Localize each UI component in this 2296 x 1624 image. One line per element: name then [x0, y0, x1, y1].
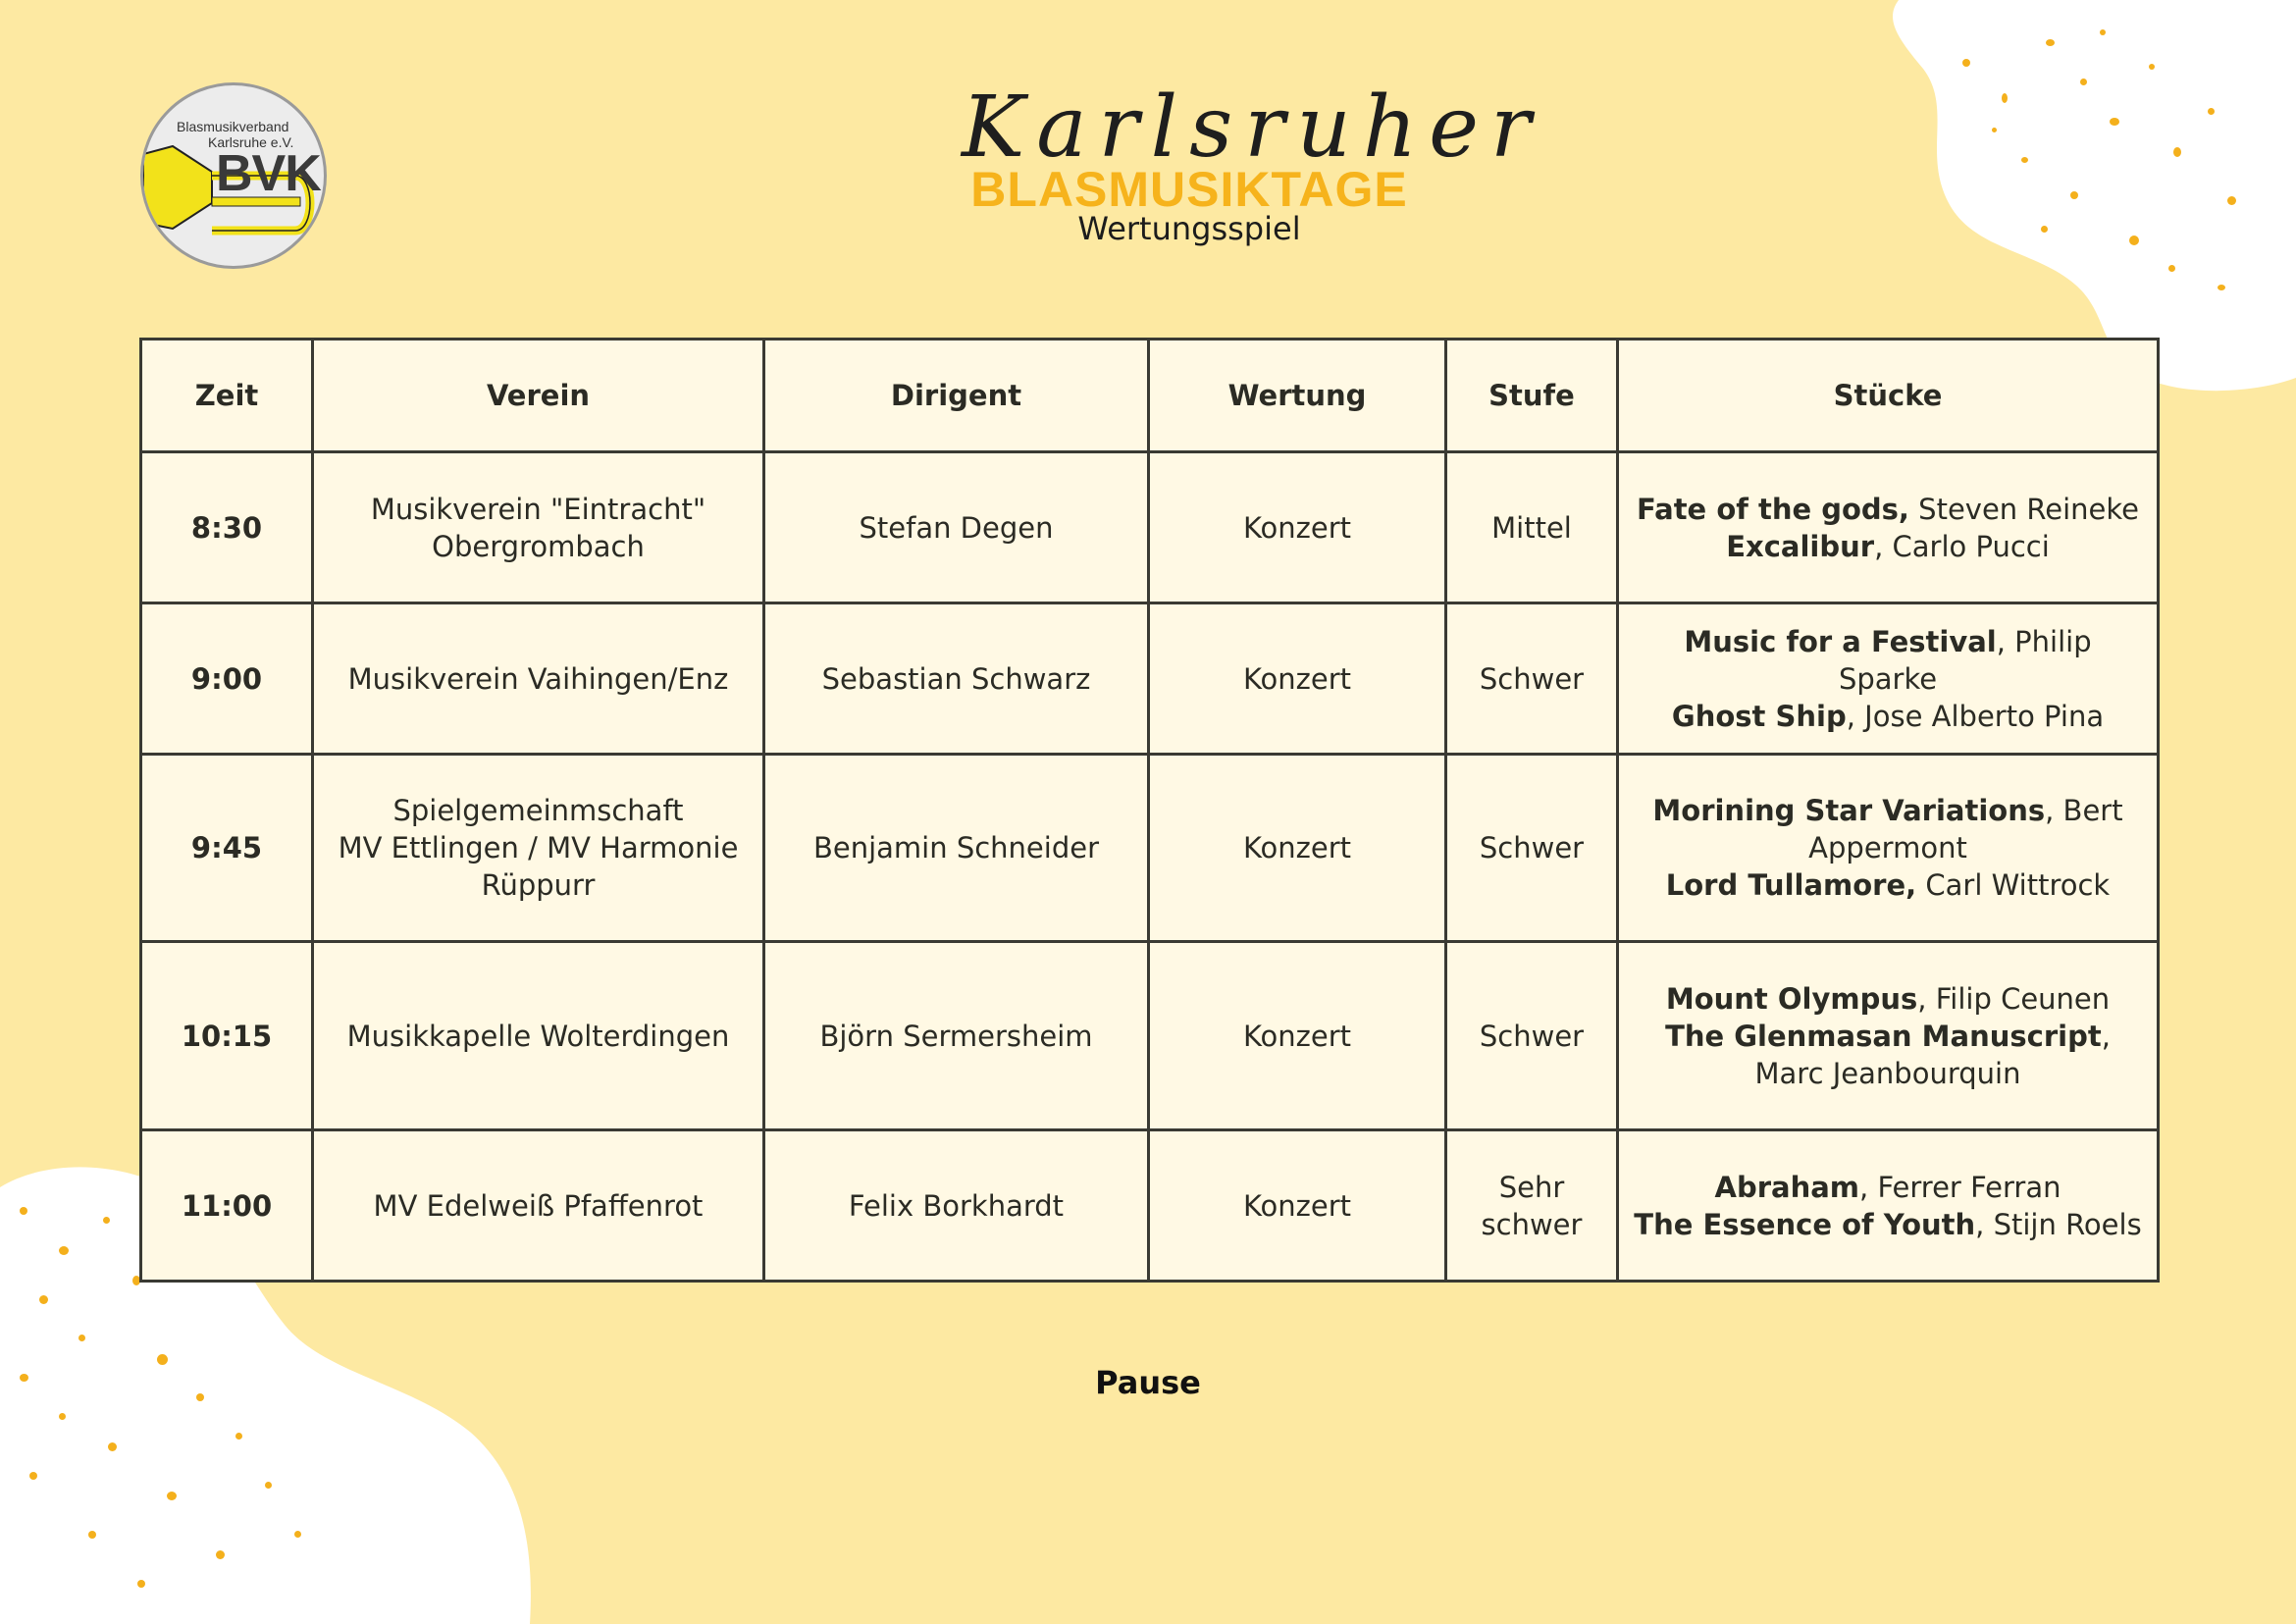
cell-dirigent: Benjamin Schneider: [764, 755, 1149, 942]
piece-composer: , Carlo Pucci: [1874, 529, 2050, 563]
piece-title: Mount Olympus: [1665, 981, 1918, 1016]
table-row: [141, 1130, 2159, 1282]
page-title: BLASMUSIKTAGE: [970, 162, 1408, 217]
cell-wertung: Konzert: [1149, 603, 1446, 755]
table-header-row: [141, 340, 2159, 452]
piece: [1633, 623, 2143, 698]
schedule-table: [139, 338, 2160, 1283]
stufe-line: Schwer: [1479, 661, 1585, 696]
piece-composer: , Jose Alberto Pina: [1846, 699, 2105, 733]
verein-line: MV Edelweiß Pfaffenrot: [373, 1188, 704, 1223]
piece: [1633, 980, 2143, 1018]
cell-wertung: Konzert: [1149, 755, 1446, 942]
stufe-line: Schwer: [1479, 1019, 1585, 1053]
piece-title: The Glenmasan Manuscript: [1665, 1019, 2102, 1053]
piece-composer: Carl Wittrock: [1916, 868, 2111, 902]
piece-title: Lord Tullamore,: [1665, 868, 1917, 902]
piece-title: Abraham: [1714, 1170, 1860, 1204]
cell-pieces: [1618, 603, 2159, 755]
piece-composer: , Filip Ceunen: [1917, 981, 2111, 1016]
piece-composer: , Stijn Roels: [1975, 1207, 2142, 1241]
cell-wertung: Konzert: [1149, 1130, 1446, 1282]
cell-stufe: [1446, 1130, 1618, 1282]
cell-pieces: [1618, 755, 2159, 942]
cell-stufe: [1446, 603, 1618, 755]
cell-time: 8:30: [141, 452, 313, 603]
piece-composer: , Ferrer Ferran: [1859, 1170, 2061, 1204]
cell-dirigent: Sebastian Schwarz: [764, 603, 1149, 755]
piece-title: Morining Star Variations: [1652, 794, 2046, 827]
verein-line: Musikverein Vaihingen/Enz: [347, 661, 729, 696]
piece-title: Music for a Festival: [1684, 624, 1997, 658]
cell-time: 11:00: [141, 1130, 313, 1282]
piece: [1633, 1169, 2143, 1206]
cell-verein: [313, 755, 764, 942]
header-stuecke: Stücke: [1618, 340, 2159, 452]
header-dirigent: Dirigent: [764, 340, 1149, 452]
piece-composer: , Philip Sparke: [1838, 624, 2092, 696]
cell-verein: [313, 452, 764, 603]
header-verein: Verein: [313, 340, 764, 452]
piece: [1633, 1206, 2143, 1243]
bvk-logo-icon: [140, 82, 327, 269]
cell-pieces: [1618, 942, 2159, 1130]
header-stufe: Stufe: [1446, 340, 1618, 452]
verein-line: Musikkapelle Wolterdingen: [346, 1019, 730, 1053]
pause-label: Pause: [1095, 1364, 1201, 1401]
logo-abbrev: BVK: [216, 145, 321, 202]
logo-org-line1: Blasmusikverband: [177, 119, 289, 134]
stufe-line: Sehr: [1498, 1170, 1565, 1204]
cell-pieces: [1618, 452, 2159, 603]
cell-verein: [313, 942, 764, 1130]
piece: [1633, 698, 2143, 735]
table-row: [141, 452, 2159, 603]
cell-wertung: Konzert: [1149, 452, 1446, 603]
cell-time: 9:45: [141, 755, 313, 942]
verein-line: Spielgemeinmschaft: [392, 794, 684, 827]
header-wertung: Wertung: [1149, 340, 1446, 452]
cell-time: 10:15: [141, 942, 313, 1130]
logo-org-line2: Karlsruhe e.V.: [208, 134, 294, 150]
piece: [1633, 792, 2143, 866]
piece-title: Excalibur: [1726, 529, 1875, 563]
cell-verein: [313, 603, 764, 755]
cell-wertung: Konzert: [1149, 942, 1446, 1130]
cell-pieces: [1618, 1130, 2159, 1282]
verein-line: Musikverein "Eintracht": [370, 492, 706, 526]
piece-composer: Steven Reineke: [1908, 492, 2139, 526]
cell-dirigent: Felix Borkhardt: [764, 1130, 1149, 1282]
verein-line: Obergrombach: [432, 529, 645, 563]
piece-title: The Essence of Youth: [1634, 1207, 1976, 1241]
page-subtitle: Wertungsspiel: [1077, 210, 1301, 247]
piece-title: Fate of the gods,: [1637, 492, 1909, 526]
script-title: Karlsruher: [962, 79, 1543, 177]
table-row: [141, 755, 2159, 942]
cell-stufe: [1446, 755, 1618, 942]
table-row: [141, 942, 2159, 1130]
header-zeit: Zeit: [141, 340, 313, 452]
cell-dirigent: Björn Sermersheim: [764, 942, 1149, 1130]
cell-time: 9:00: [141, 603, 313, 755]
verein-line: Rüppurr: [481, 868, 596, 902]
stufe-line: Mittel: [1491, 510, 1572, 545]
piece-composer: , Marc Jeanbourquin: [1754, 1019, 2111, 1090]
stufe-line: schwer: [1481, 1207, 1583, 1241]
stufe-line: Schwer: [1479, 831, 1585, 864]
table-row: [141, 603, 2159, 755]
cell-stufe: [1446, 452, 1618, 603]
cell-stufe: [1446, 942, 1618, 1130]
piece-title: Ghost Ship: [1671, 699, 1847, 733]
cell-dirigent: Stefan Degen: [764, 452, 1149, 603]
cell-verein: [313, 1130, 764, 1282]
piece: [1633, 528, 2143, 565]
piece-composer: , Bert Appermont: [1808, 794, 2123, 864]
piece: [1633, 866, 2143, 904]
verein-line: MV Ettlingen / MV Harmonie: [338, 831, 739, 864]
piece: [1633, 1018, 2143, 1092]
piece: [1633, 491, 2143, 528]
